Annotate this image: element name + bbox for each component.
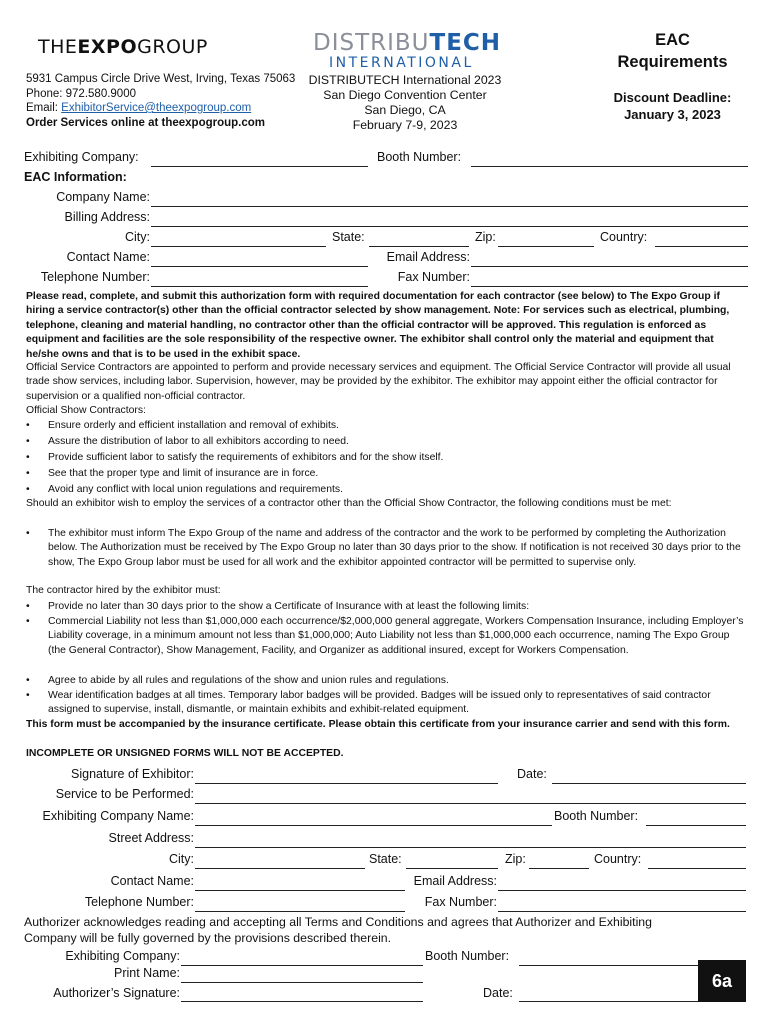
official-contractors-paragraph: Official Service Contractors are appointed to perform and provide necessary services and equipment. The Official Service Contractor will provide all usual trade show services, including labor. Supervision, however, may be provided by the exhibitor. The exhibitor may appoint either the official contractor for supervision or a qualified non-official contractor. <box>26 362 731 402</box>
phone: Phone: 972.580.9000 <box>26 87 136 100</box>
city-label: City: <box>125 230 150 244</box>
print-name-label: Print Name: <box>114 966 180 980</box>
zip-label-2: Zip: <box>505 852 526 866</box>
zip-field[interactable] <box>498 246 594 247</box>
telephone-field-2[interactable] <box>195 911 405 912</box>
auth-company-field[interactable] <box>181 965 423 966</box>
fax-field-2[interactable] <box>498 911 746 912</box>
intro-paragraph: Please read, complete, and submit this authorization form with required documentation for each contractor (see below) to The Expo Group if hiring a service contractor(s) other than the official contractor selected by show management. Note: For services such as electrical, plumbing, telephone, cleaning and material handling, no contractor other than the official contractor will be approved. This regulation is enforced as equipment and facilities are the sole responsibility of the respective owner. The exhibitor shall control only the material and equipment that he/she owns and that is to be used in the exhibit space. <box>26 291 730 360</box>
venue: San Diego Convention Center <box>323 88 487 102</box>
booth-number-label: Booth Number: <box>377 150 462 164</box>
auth-date-label: Date: <box>483 986 513 1000</box>
billing-address-label: Billing Address: <box>64 210 150 224</box>
city-field[interactable] <box>151 246 326 247</box>
street-field[interactable] <box>195 847 746 848</box>
exhibiting-company-field[interactable] <box>151 166 368 167</box>
telephone-field[interactable] <box>151 286 368 287</box>
auth-date-field[interactable] <box>519 1001 700 1002</box>
list-item: • Commercial Liability not less than $1,000,000 each occurrence/$2,000,000 general aggregate, Workers Compensation Insurance, including Employer’s Liability coverage, in a minimum amount not less than $1,000,000; Auto Liability not less than $1,000,000 each occurrence, naming The Expo Group (the General Contractor), Show Management, Facility, and Organizer as additional insured, except for Workers Compensation. <box>26 616 744 656</box>
country-label: Country: <box>600 230 648 244</box>
auth-signature-label: Authorizer’s Signature: <box>53 986 180 1000</box>
print-name-field[interactable] <box>181 982 423 983</box>
contact-block <box>26 72 295 130</box>
city-field-2[interactable] <box>195 868 365 869</box>
fax-label-2: Fax Number: <box>424 895 497 909</box>
list-item: • Agree to abide by all rules and regulations of the show and union rules and regulations. <box>26 675 449 686</box>
booth-number-field[interactable] <box>471 166 748 167</box>
logo-group: GROUP <box>137 36 208 58</box>
contact-label-2: Contact Name: <box>110 874 194 888</box>
company-name-field[interactable] <box>151 206 748 207</box>
page-title: EAC Requirements <box>617 31 728 71</box>
list-item: • See that the proper type and limit of insurance are in force. <box>26 468 319 479</box>
logo-international: INTERNATIONAL <box>329 55 474 71</box>
company-name-label-2: Exhibiting Company Name: <box>42 809 194 823</box>
fax-field[interactable] <box>471 286 748 287</box>
service-field[interactable] <box>195 803 746 804</box>
telephone-label: Telephone Number: <box>40 270 150 284</box>
expo-group-logo <box>38 36 208 58</box>
list-item: • Avoid any conflict with local union regulations and requirements. <box>26 484 343 495</box>
page-tag: 6a <box>698 960 746 1002</box>
street-label: Street Address: <box>108 831 194 845</box>
email-address-label: Email Address: <box>386 250 470 264</box>
date-field[interactable] <box>552 783 746 784</box>
list-item: • Ensure orderly and efficient installation and removal of exhibits. <box>26 420 339 431</box>
email-field-2[interactable] <box>498 890 746 891</box>
incomplete-warning: INCOMPLETE OR UNSIGNED FORMS WILL NOT BE ACCEPTED. <box>26 748 344 759</box>
email-label: Email: <box>26 102 62 114</box>
show-city: San Diego, CA <box>364 103 446 117</box>
telephone-label-2: Telephone Number: <box>84 895 194 909</box>
list-item: • Provide no later than 30 days prior to the show a Certificate of Insurance with at least the following limits: <box>26 601 530 612</box>
logo-expo: EXPO <box>77 36 138 58</box>
booth-number-field-2[interactable] <box>646 825 746 826</box>
signature-field[interactable] <box>195 783 498 784</box>
country-label-2: Country: <box>594 852 642 866</box>
logo-tech: TECH <box>429 30 502 56</box>
country-field-2[interactable] <box>648 868 746 869</box>
authorizer-statement: Authorizer acknowledges reading and accepting all Terms and Conditions and agrees that Authorizer and Exhibiting Company will be fully governed by the provisions described therein. <box>24 915 652 945</box>
booth-number-label-2: Booth Number: <box>554 809 639 823</box>
exhibiting-company-label: Exhibiting Company: <box>24 150 139 164</box>
list-item: • Wear identification badges at all times. Temporary labor badges will be provided. Badges will be issued only to representatives of said contractor assigned to supervise, install, dismantle, or maintain exhibits and exhibit-related equipment. <box>26 690 711 716</box>
service-label: Service to be Performed: <box>55 787 194 801</box>
contact-name-field[interactable] <box>151 266 368 267</box>
list-item: • Provide sufficient labor to satisfy the requirements of exhibitors and for the show itself. <box>26 452 444 463</box>
discount-deadline: Discount Deadline: January 3, 2023 <box>613 90 732 122</box>
zip-field-2[interactable] <box>529 868 589 869</box>
auth-company-label: Exhibiting Company: <box>65 949 180 963</box>
state-label-2: State: <box>369 852 402 866</box>
show-name: DISTRIBUTECH International 2023 <box>308 73 502 87</box>
list-item: • The exhibitor must inform The Expo Group of the name and address of the contractor and the work to be performed by completing the Authorization below. The Authorization must be received by The Expo Group no later than 30 days prior to the show. If notification is not received 30 days prior to the show, The Expo Group labor must be used for all work and the exhibitor appointed contractor will be permitted to supervise only. <box>26 528 741 568</box>
state-field[interactable] <box>369 246 469 247</box>
zip-label: Zip: <box>475 230 496 244</box>
show-info <box>300 73 510 133</box>
email-label-2: Email Address: <box>413 874 497 888</box>
auth-booth-field[interactable] <box>519 965 700 966</box>
billing-address-field[interactable] <box>151 226 748 227</box>
certificate-note: This form must be accompanied by the insurance certificate. Please obtain this certificate from your insurance carrier and send with this form. <box>26 719 730 730</box>
email-address-field[interactable] <box>471 266 748 267</box>
distributech-logo <box>313 31 501 71</box>
order-online: Order Services online at theexpogroup.com <box>26 116 266 129</box>
street-address: 5931 Campus Circle Drive West, Irving, Texas 75063 <box>26 73 296 85</box>
auth-signature-field[interactable] <box>181 1001 423 1002</box>
logo-distribu: DISTRIBU <box>313 30 430 56</box>
company-name-field-2[interactable] <box>195 825 552 826</box>
show-dates: February 7-9, 2023 <box>352 118 458 132</box>
country-field[interactable] <box>655 246 748 247</box>
date-label: Date: <box>517 767 547 781</box>
city-label-2: City: <box>169 852 194 866</box>
email-link[interactable]: ExhibitorService@theexpogroup.com <box>61 102 252 114</box>
contact-field-2[interactable] <box>195 890 405 891</box>
signature-label: Signature of Exhibitor: <box>71 767 194 781</box>
fax-label: Fax Number: <box>397 270 470 284</box>
company-name-label: Company Name: <box>56 190 150 204</box>
contact-name-label: Contact Name: <box>66 250 150 264</box>
logo-the: THE <box>38 36 78 58</box>
official-show-heading: Official Show Contractors: <box>26 405 146 416</box>
auth-booth-label: Booth Number: <box>425 949 510 963</box>
contractor-must-heading: The contractor hired by the exhibitor must: <box>26 585 221 596</box>
state-label: State: <box>332 230 365 244</box>
eac-info-heading: EAC Information: <box>24 170 127 184</box>
conditions-paragraph: Should an exhibitor wish to employ the services of a contractor other than the Official Show Contractor, the following conditions must be met: <box>26 498 672 509</box>
list-item: • Assure the distribution of labor to all exhibitors according to need. <box>26 436 349 447</box>
state-field-2[interactable] <box>406 868 498 869</box>
